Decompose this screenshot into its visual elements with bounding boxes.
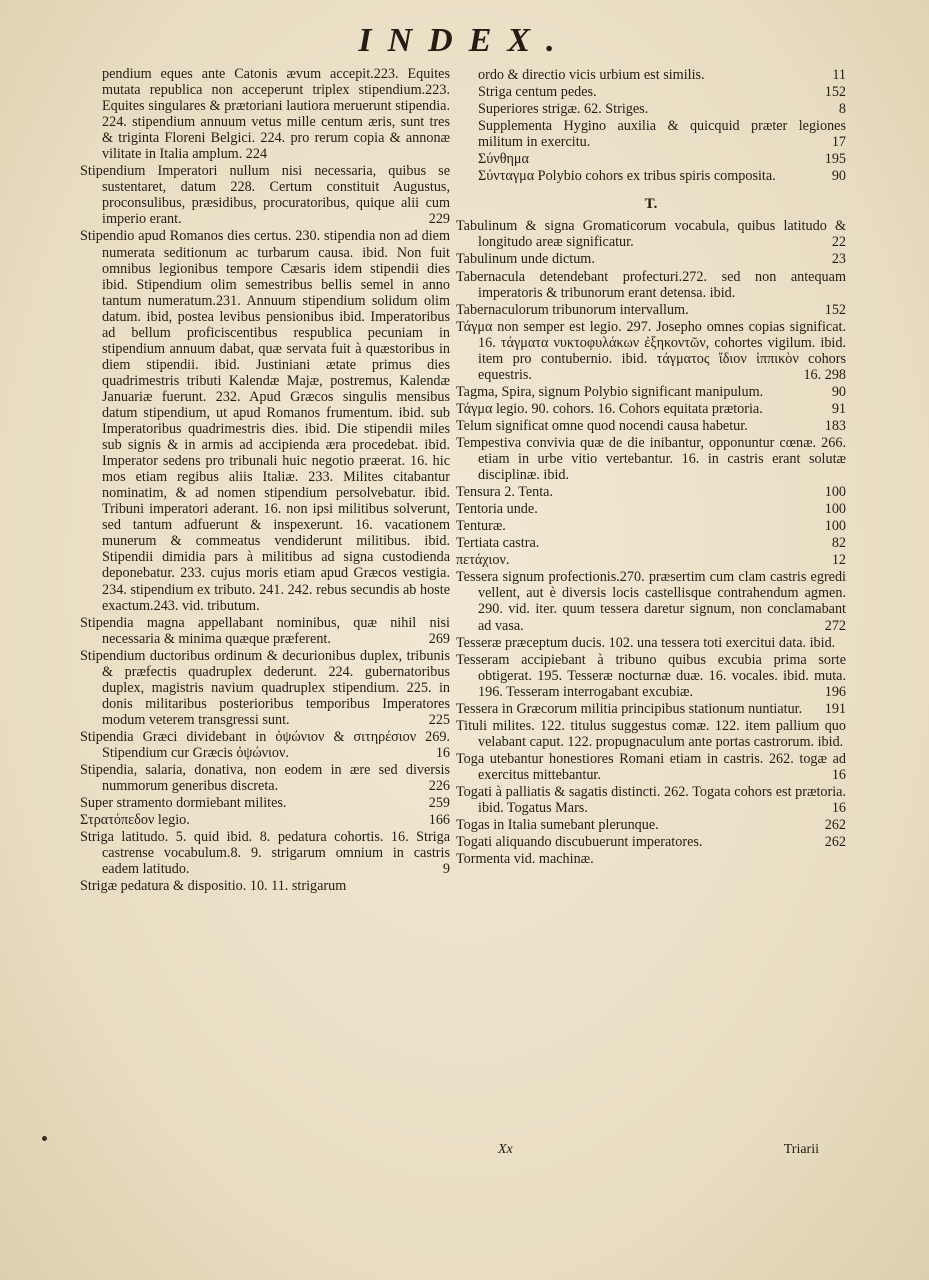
left-column [80,66,450,895]
entry-page-ref: 225 [428,711,450,728]
entry-page-ref: 262 [824,817,846,834]
index-entry [456,751,846,783]
entry-text: Σύνθημα [478,151,529,168]
index-entry [456,269,846,301]
entry-text: Togati à palliatis & sagatis distincti. 262. Togata cohors est prætoria. ibid. Togatus Mars. [456,783,846,817]
index-entry [456,552,846,568]
entry-page-ref: 8 [838,101,846,118]
entry-text: Supplementa Hygino auxilia & quicquid præter legiones militum in exercitu. [478,118,846,151]
right-column-bottom [456,218,846,867]
index-entry [80,163,450,227]
entry-text: Τάγμα legio. 90. cohors. 16. Cohors equitata prætoria. [456,400,763,417]
entry-text: Telum significat omne quod nocendi causa habetur. [456,417,748,434]
entry-page-ref: 166 [428,812,450,829]
entry-page-ref: 100 [824,518,846,535]
entry-page-ref: 229 [428,211,450,228]
entry-text: Tentoria unde. [456,501,538,518]
index-entry [456,484,846,500]
catchword: Triarii [783,1142,819,1157]
signature-mark: Xx [498,1142,513,1157]
index-entry [80,878,450,894]
index-entry [80,615,450,647]
index-entry [456,435,846,483]
page-title: INDEX. [358,22,571,59]
index-entry [456,851,846,867]
right-column [456,67,846,868]
index-entry [456,652,846,700]
index-entry [456,101,846,117]
entry-page-ref: 16 [435,744,450,761]
index-entry [456,569,846,633]
entry-page-ref: 100 [824,501,846,518]
index-entry [456,518,846,534]
entry-page-ref: 183 [824,417,846,434]
page-footer [0,1142,929,1166]
index-entry [456,218,846,250]
index-entry [456,67,846,83]
entry-text: Togas in Italia sumebant plerunque. [456,817,659,834]
entry-text: Tormenta vid. machinæ. [456,851,594,868]
entry-text: Tertiata castra. [456,535,540,552]
index-entry [456,401,846,417]
index-entry [80,829,450,877]
entry-text: ordo & directio vicis urbium est similis. [478,67,705,83]
entry-page-ref: 196 [824,683,846,700]
entry-page-ref: 195 [824,151,846,168]
entry-page-ref: 82 [831,535,846,552]
entry-page-ref: 16 [831,766,846,783]
entry-page-ref: 17 [831,134,846,151]
entry-text: Tabernaculorum tribunorum intervallum. [456,301,689,318]
entry-text: Stipendia magna appellabant nominibus, quæ nihil nisi necessaria & minima quæque præferent. [80,614,450,647]
entry-text: Tabernacula detendebant profecturi.272. sed non antequam imperatoris & tribunorum erant detensa. ibid. [456,268,846,301]
entry-page-ref: 259 [428,795,450,812]
entry-page-ref: 90 [831,383,846,400]
entry-page-ref: 262 [824,834,846,851]
entry-page-ref: 12 [831,552,846,569]
entry-text: Superiores strigæ. 62. Striges. [478,101,649,118]
index-entry [456,168,846,184]
entry-text: Stipendia Græci dividebant in ὀψώνιον & σιτηρέσιον 269. Stipendium cur Græcis ὀψώνιον. [80,728,450,761]
entry-text: Tenturæ. [456,518,506,535]
entry-page-ref: 100 [824,484,846,501]
entry-text: Τάγμα non semper est legio. 297. Josepho omnes copias significat. 16. τάγματα νυκτοφυλάκων ἐξηκοντῶν, cohortes vigilum. ibid. item pro contubernio. ibid. τάγματος ἴδιον ἱππικὸν cohors equestris. [456,318,846,383]
entry-text: Tabulinum & signa Gromaticorum vocabula, quibus latitudo & longitudo areæ significatur. [456,218,846,251]
index-entry [456,151,846,167]
ink-spot [42,1136,47,1141]
entry-text: Tabulinum unde dictum. [456,251,595,268]
section-letter-t: T. [644,196,658,213]
index-entry [80,812,450,828]
entry-page-ref: 152 [824,301,846,318]
entry-text: Striga centum pedes. [478,84,597,101]
entry-text: Tesseram accipiebant à tribuno quibus excubia prima sorte obtigerat. 195. Tesseræ nocturnæ duæ. 16. vocales. ibid. muta. 196. Tesseram interrogabant excubiæ. [456,651,846,700]
index-entry [456,635,846,651]
entry-text: Tensura 2. Tenta. [456,484,554,501]
entry-text: Strigæ pedatura & dispositio. 10. 11. strigarum [80,878,347,895]
entry-text: Stipendium Imperatori nullum nisi necessaria, quibus se sustentaret, datum 228. Certum constituit Augustus, proconsulibus, præsidibus, procuratoribus, quique alii cum imperio erant. [80,163,450,228]
index-entry [80,228,450,613]
entry-page-ref: 9 [442,861,450,878]
index-entry [456,784,846,816]
entry-text: Stipendia, salaria, donativa, non eodem in ære sed diversis nummorum generibus discreta. [80,762,450,795]
entry-text: Tituli milites. 122. titulus suggestus comæ. 122. item pallium quo velabant caput. 122. propugnaculum ante portas castrorum. ibid. [456,717,846,750]
entry-text: Tagma, Spira, signum Polybio significant manipulum. [456,383,764,400]
index-entry [80,66,450,162]
entry-text: Super stramento dormiebant milites. [80,795,287,812]
index-entry [456,302,846,318]
index-entry [456,501,846,517]
entry-text: Stipendium ductoribus ordinum & decurionibus duplex, tribunis & præfectis quadruplex dederunt. 224. gubernatoribus duplex, magistris navium quadruplex stipendium. 225. in donis militaribus posterioribus temporibus Imperatores modum veterem transgressi sunt. [80,647,450,728]
entry-text: Stipendio apud Romanos dies certus. 230. stipendia non ad diem numerata seditionum ac turbarum causa. ibid. Non fuit omnibus legionibus tempore Cæsaris idem stipendii dies ibid. Stipendium olim semestribus bellis semel in anno tantum numeratum.231. Annuum stipendium solidum olim datum. ibid, postea levibus pensionibus ibid. Imperatoribus ad bellum proficiscentibus respublica pecuniam in stipendium annuum dabat, quæ servata fuit à quæstoribus in diem stipendii. ibid. Justiniani ætate primus dies quadrimestris tributi Kalendæ Majæ, postremus, Kalendæ Januariæ fuerunt. 232. Apud Græcos singulis mensibus datum stipendium, ut apud Romanos frumentum. ibid. sub Imperatoribus quadrimestris dies. ibid. Die stipendii miles sub signis & in armis ad accipienda æra procedebat. ibid. Imperator sedens pro tribunali huic negotio præerat. 16. hic mos etiam regibus aliis Italiæ. 233. Milites citabantur nominatim, & ad nomen stipendium persolvebatur. ibid. Tribuni imperatori aderant. 16. non ipsi militibus solverunt, sed tantum adfuerunt & inspexerunt. 16. vacationem munerum & commeatus vendiderunt militibus. ibid. Stipendii dimidia pars à militibus ad signa custodienda deponebatur. 233. cujus moris etiam apud Græcos vestigia. 234. stipendium ex tributo. 241. 242. rebus secundis ab hoste exactum.243. vid. tributum. [80,228,450,614]
entry-text: Tempestiva convivia quæ de die inibantur, opponuntur cœnæ. 266. etiam in urbe vitio vertebantur. 16. in castris erant solutæ disciplinæ. ibid. [456,434,846,484]
index-entry [456,817,846,833]
index-entry [456,535,846,551]
index-entry [456,701,846,717]
entry-text: Togati aliquando discubuerunt imperatores. [456,834,703,851]
entry-text: Toga utebantur honestiores Romani etiam in castris. 262. togæ ad exercitus mittebantur. [456,750,846,783]
index-entry [456,319,846,383]
index-entry [456,418,846,434]
entry-text: Striga latitudo. 5. quid ibid. 8. pedatura cohortis. 16. Striga castrense vocabulum.8. 9. strigarum omnium in castris eadem latitudo. [80,829,450,878]
entry-text: Στρατόπεδον legio. [80,812,190,829]
entry-page-ref: 272 [824,617,846,634]
index-entry [456,251,846,267]
entry-text: Tesseræ præceptum ducis. 102. una tessera toti exercitui data. ibid. [456,634,836,651]
entry-page-ref: 191 [824,700,846,717]
entry-text: Tessera in Græcorum militia principibus stationum nuntiatur. [456,700,803,717]
entry-text: Σύνταγμα Polybio cohors ex tribus spiris composita. [478,168,776,185]
entry-page-ref: 269 [428,630,450,647]
index-entry [456,718,846,750]
entry-text: pendium eques ante Catonis ævum accepit.223. Equites mutata republica non acceperunt triplex stipendium.223. Equites singulares & prætoriani lautiora meruerunt stipendia. 224. stipendium annuum vetus mille centum æris, sunt tres & triginta Floreni Belgici. 224. pro rerum copia & annonæ vilitate in Italia amplum. 224 [102,66,450,163]
index-entry [80,795,450,811]
index-entry [80,762,450,794]
index-entry [456,84,846,100]
index-entry [80,729,450,761]
entry-page-ref: 16 [831,800,846,817]
index-entry [456,118,846,150]
right-column-top [456,67,846,184]
index-entry [456,384,846,400]
entry-page-ref: 226 [428,778,450,795]
entry-page-ref: 16. 298 [803,366,846,383]
index-entry [80,648,450,728]
entry-page-ref: 90 [831,168,846,185]
entry-page-ref: 91 [831,400,846,417]
entry-page-ref: 11 [832,67,846,83]
entry-text: πετάχιον. [456,552,510,569]
entry-page-ref: 22 [831,234,846,251]
index-entry [456,834,846,850]
entry-text: Tessera signum profectionis.270. præsertim cum clam castris egredi vellent, aut è diversis locis castellisque contrahendum agmen. 290. vid. iter. quum tessera daretur signum, non conclamabant ad vasa. [456,569,846,634]
entry-page-ref: 152 [824,84,846,101]
entry-page-ref: 23 [831,251,846,268]
